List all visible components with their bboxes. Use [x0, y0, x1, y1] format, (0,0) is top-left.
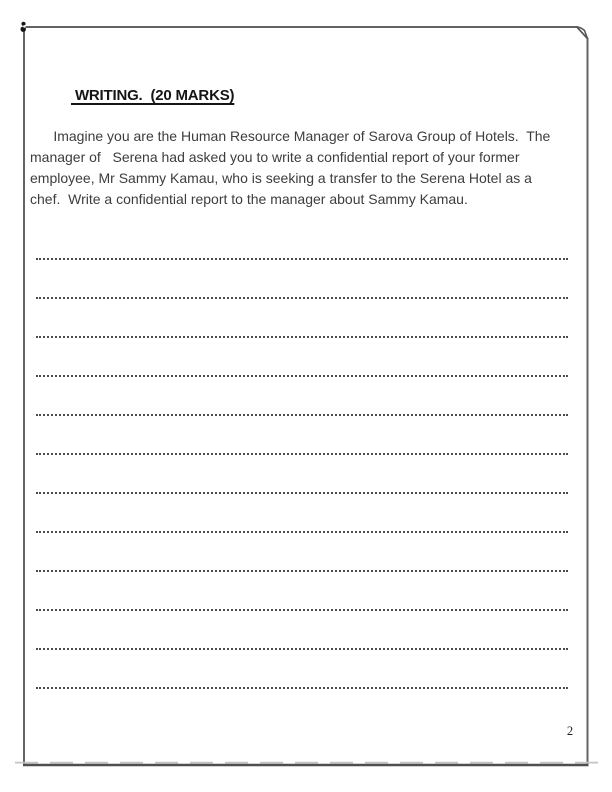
answer-line [36, 258, 568, 297]
answer-line [36, 297, 568, 336]
answer-lines [36, 258, 568, 726]
pin-icon [21, 22, 26, 32]
answer-line [36, 375, 568, 414]
answer-line [36, 492, 568, 531]
answer-line [36, 687, 568, 726]
page-number: 2 [566, 724, 574, 738]
answer-line [36, 648, 568, 687]
writing-prompt [30, 126, 582, 210]
answer-line [36, 414, 568, 453]
prompt-line: employee, Mr Sammy Kamau, who is seeking a transfer to the Serena Hotel as a [30, 170, 532, 186]
prompt-line: Imagine you are the Human Resource Manager of Sarova Group of Hotels. The [30, 128, 551, 144]
answer-line [36, 531, 568, 570]
prompt-line: manager of Serena had asked you to write a confidential report of your former [30, 149, 520, 165]
folded-corner-icon [577, 27, 588, 39]
answer-line [36, 336, 568, 375]
prompt-line: chef. Write a confidential report to the manager about Sammy Kamau. [30, 191, 468, 207]
writing-heading: WRITING. (20 MARKS) [71, 87, 235, 104]
answer-line [36, 609, 568, 648]
answer-line [36, 453, 568, 492]
answer-line [36, 570, 568, 609]
